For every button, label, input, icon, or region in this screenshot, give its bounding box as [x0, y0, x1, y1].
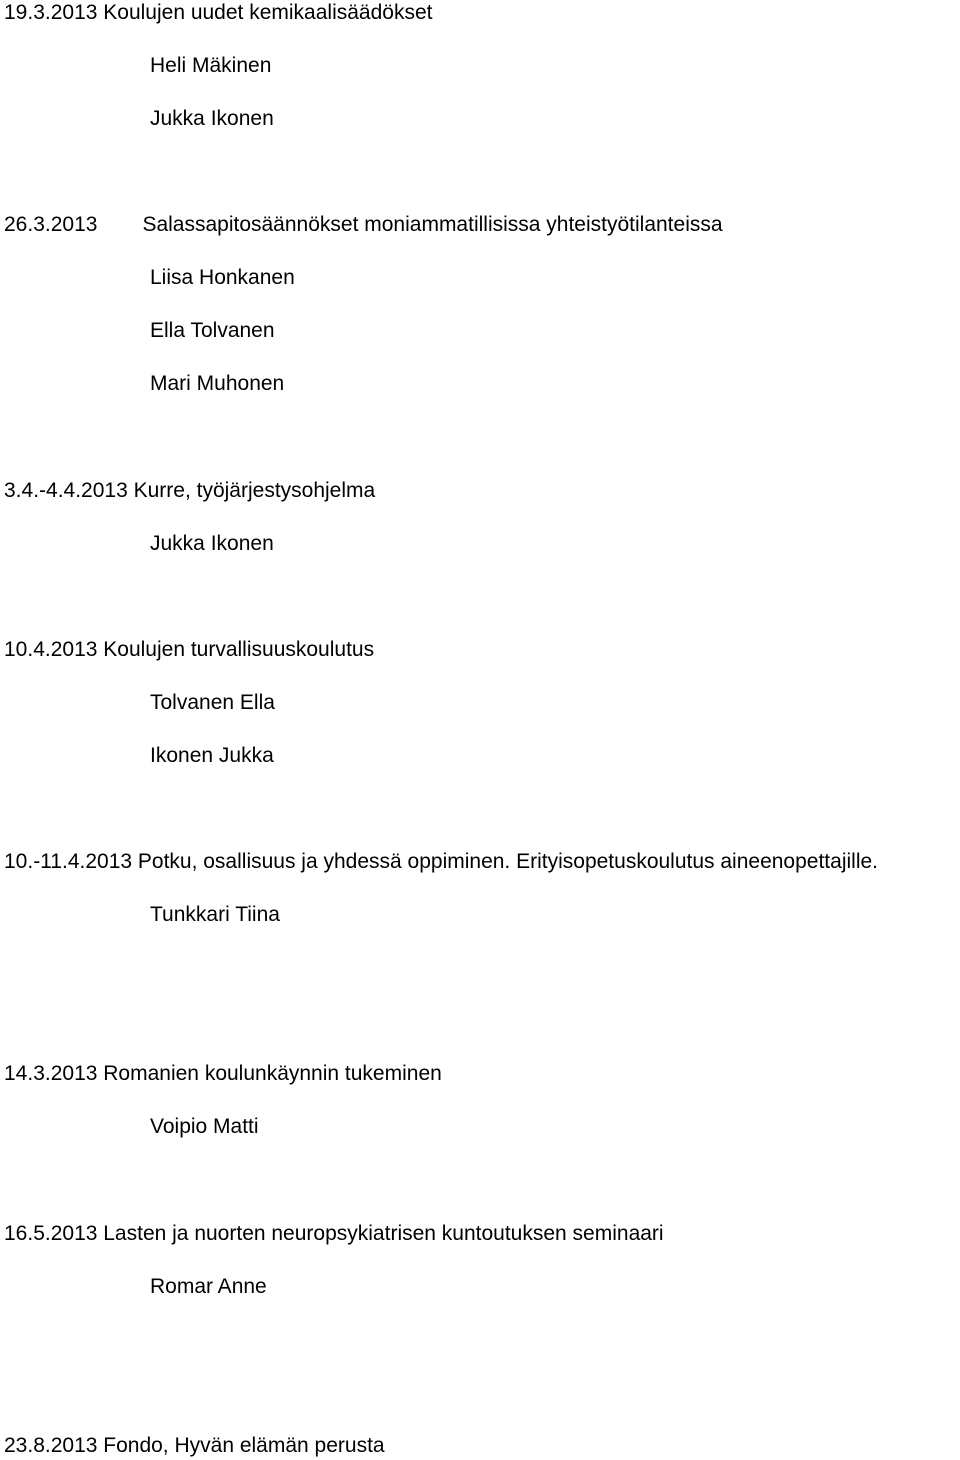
participant-name: Liisa Honkanen	[150, 266, 295, 289]
participant-name: Mari Muhonen	[150, 372, 285, 395]
training-title: 19.3.2013 Koulujen uudet kemikaalisäädökset	[4, 1, 433, 24]
participant-name: Romar Anne	[150, 1275, 267, 1298]
training-title: 23.8.2013 Fondo, Hyvän elämän perusta	[4, 1434, 385, 1457]
training-title: 16.5.2013 Lasten ja nuorten neuropsykiatrisen kuntoutuksen seminaari	[4, 1222, 664, 1245]
training-title: 10.4.2013 Koulujen turvallisuuskoulutus	[4, 638, 375, 661]
training-title-row	[4, 214, 723, 235]
training-title: 14.3.2013 Romanien koulunkäynnin tukeminen	[4, 1062, 442, 1085]
participant-name: Tolvanen Ella	[150, 691, 275, 714]
participant-name: Tunkkari Tiina	[150, 903, 280, 926]
training-topic: Salassapitosäännökset moniammatillisissa yhteistyötilanteissa	[142, 213, 723, 236]
participant-name: Jukka Ikonen	[150, 532, 274, 555]
participant-name: Heli Mäkinen	[150, 54, 272, 77]
participant-name: Jukka Ikonen	[150, 107, 274, 130]
participant-name: Ikonen Jukka	[150, 744, 274, 767]
participant-name: Voipio Matti	[150, 1115, 259, 1138]
participant-name: Ella Tolvanen	[150, 319, 275, 342]
training-title: 10.-11.4.2013 Potku, osallisuus ja yhdessä oppiminen. Erityisopetuskoulutus aineenopettajille.	[4, 850, 878, 873]
training-date: 26.3.2013	[4, 213, 98, 236]
training-title: 3.4.-4.4.2013 Kurre, työjärjestysohjelma	[4, 479, 376, 502]
